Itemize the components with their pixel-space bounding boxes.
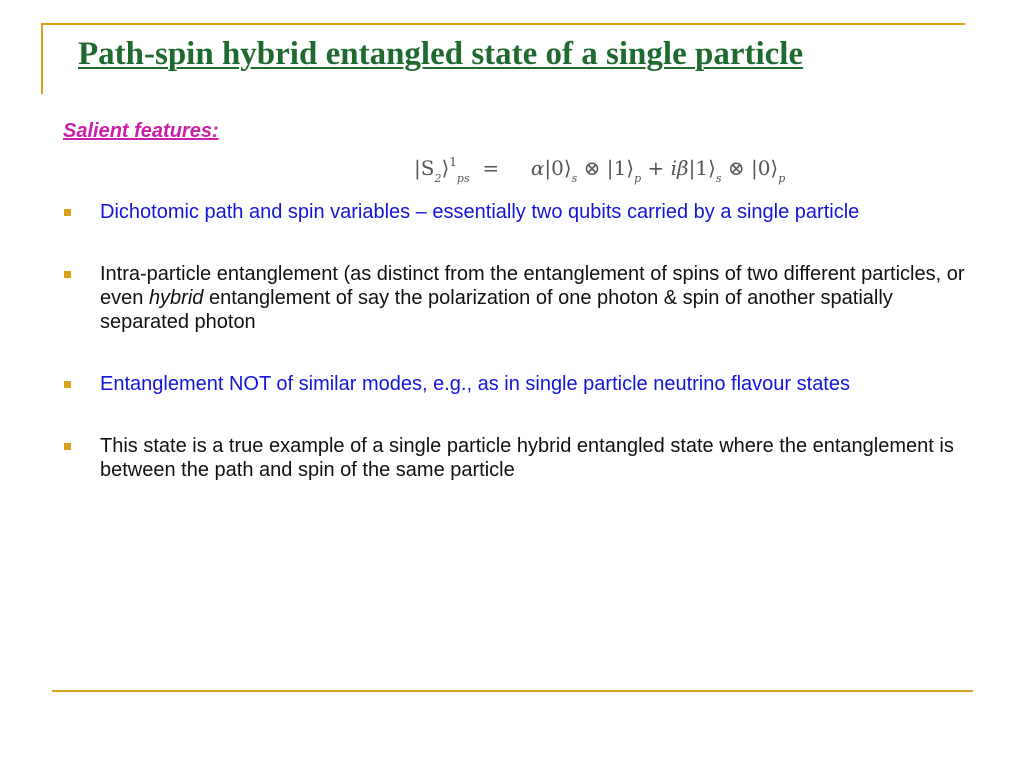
eq-term2-ket: |1⟩ xyxy=(688,156,716,180)
bullet-item xyxy=(63,372,973,396)
bullet-text: Entanglement NOT of similar modes, e.g., as in single particle neutrino flavour states xyxy=(100,373,850,395)
eq-lhs-ket: |S xyxy=(414,156,435,180)
bullet-text: Dichotomic path and spin variables – essentially two qubits carried by a single particle xyxy=(100,201,860,223)
bullet-marker-icon xyxy=(64,443,71,450)
bullet-item xyxy=(63,200,973,224)
eq-term1-ket2: |1⟩ xyxy=(606,156,635,180)
eq-term1-ket: |0⟩ xyxy=(544,156,572,180)
bullet-text: Intra-particle entanglement (as distinct from the entanglement of spins of two different particles, or even xyxy=(100,263,965,309)
bullet-text-italic: hybrid xyxy=(148,287,204,309)
eq-term2-sub: s xyxy=(715,172,722,185)
eq-term1-sub2: p xyxy=(634,172,642,185)
bullet-text: This state is a true example of a single particle hybrid entangled state where the entanglement is between the path and spin of the same particle xyxy=(100,435,954,481)
bullet-item xyxy=(63,434,973,482)
slide-title: Path-spin hybrid entangled state of a single particle xyxy=(78,36,804,72)
top-accent-rule xyxy=(41,23,965,25)
bottom-accent-rule xyxy=(52,690,973,692)
bullet-marker-icon xyxy=(64,381,71,388)
eq-term2-sub2: p xyxy=(778,172,786,185)
salient-features-heading: Salient features: xyxy=(63,120,219,142)
eq-lhs-sup: 1 xyxy=(449,155,457,169)
eq-term1-sub: s xyxy=(571,172,578,185)
eq-lhs-subscript: ps xyxy=(456,172,470,185)
eq-tensor2: ⊗ xyxy=(727,156,745,180)
bullet-text-continued: entanglement of say the polarization of one photon & spin of another spatially separated photon xyxy=(100,287,893,333)
eq-tensor1: ⊗ xyxy=(583,156,601,180)
eq-term2-ket2: |0⟩ xyxy=(750,156,779,180)
eq-term1-coef: α xyxy=(530,156,545,180)
eq-lhs-close: ⟩ xyxy=(441,156,450,180)
eq-lhs-sub: 2 xyxy=(434,172,442,185)
state-equation xyxy=(414,144,786,185)
eq-term2-coef: iβ xyxy=(670,156,689,180)
bullet-item xyxy=(63,262,973,334)
bullet-list xyxy=(63,200,973,520)
eq-equals: = xyxy=(482,156,500,180)
eq-plus: + xyxy=(647,156,665,180)
bullet-marker-icon xyxy=(64,209,71,216)
left-accent-rule xyxy=(41,23,43,94)
bullet-marker-icon xyxy=(64,271,71,278)
